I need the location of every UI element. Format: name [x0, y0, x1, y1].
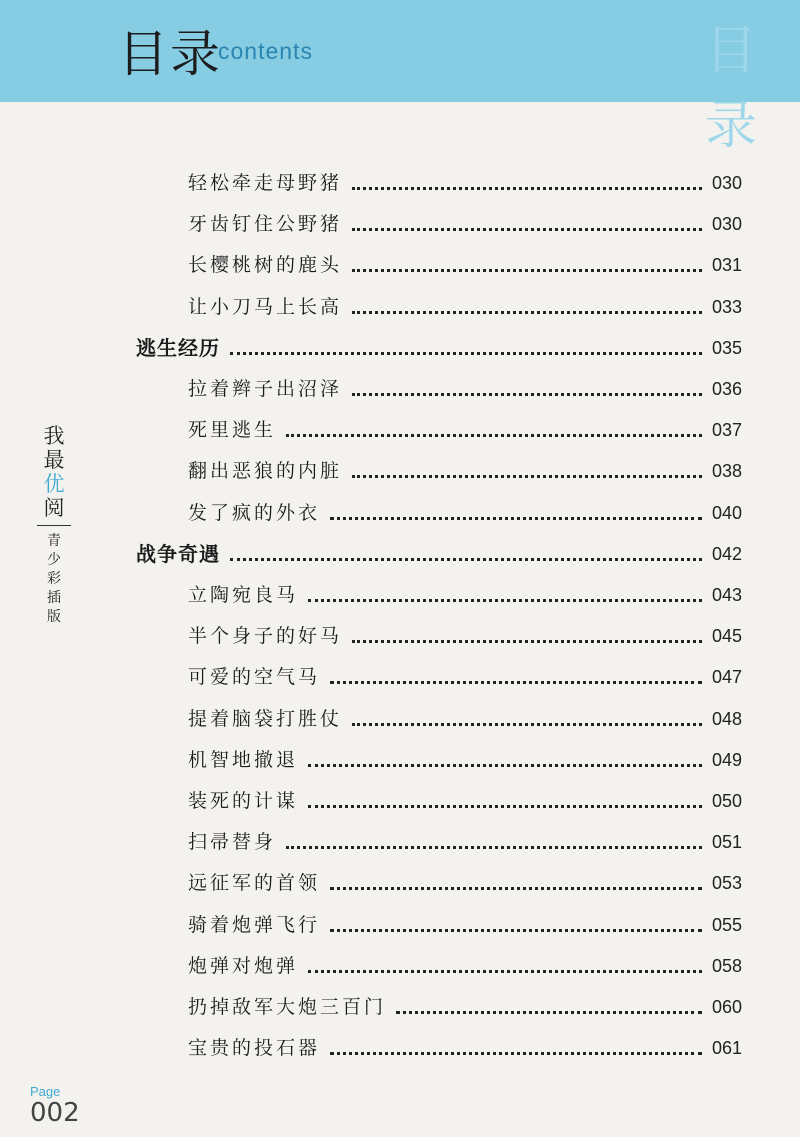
toc-entry-title: 轻松牵走母野猪	[188, 163, 348, 203]
toc-entry-page: 061	[712, 1038, 743, 1058]
toc-entry[interactable]	[0, 740, 800, 780]
toc-entry[interactable]	[0, 163, 800, 203]
toc-entry[interactable]	[0, 781, 800, 821]
edition-char: 青	[47, 533, 61, 549]
toc-leader-dots	[330, 929, 702, 932]
toc-entry-title: 战争奇遇	[136, 534, 226, 574]
toc-entry[interactable]	[0, 863, 800, 903]
toc-leader-dots	[330, 681, 702, 684]
toc-entry-page: 048	[712, 709, 743, 729]
toc-entry[interactable]	[0, 657, 800, 697]
toc-entry[interactable]	[0, 987, 800, 1027]
toc-entry-title: 装死的计谋	[188, 781, 304, 821]
toc-entry[interactable]	[0, 451, 800, 491]
toc-entry-title: 半个身子的好马	[188, 616, 348, 656]
toc-entry-title: 机智地撤退	[188, 740, 304, 780]
toc-leader-dots	[308, 599, 702, 602]
toc-entry-page: 042	[712, 544, 743, 564]
toc-leader-dots	[330, 887, 702, 890]
toc-leader-dots	[230, 352, 702, 355]
toc-entry-page: 035	[712, 338, 743, 358]
toc-entry-title: 远征军的首领	[188, 863, 326, 903]
series-char: 最	[43, 448, 65, 472]
toc-leader-dots	[286, 434, 702, 437]
page-subtitle: contents	[218, 38, 313, 64]
toc-section[interactable]	[0, 328, 800, 368]
toc-entry-title: 牙齿钉住公野猪	[188, 204, 348, 244]
toc-entry-title: 扔掉敌军大炮三百门	[188, 987, 392, 1027]
toc-entry-page: 050	[712, 791, 743, 811]
toc-leader-dots	[352, 311, 702, 314]
toc-entry-page: 040	[712, 503, 743, 523]
toc-entry[interactable]	[0, 616, 800, 656]
toc-entry-page: 045	[712, 626, 743, 646]
toc-leader-dots	[230, 558, 702, 561]
toc-entry[interactable]	[0, 369, 800, 409]
toc-leader-dots	[308, 764, 702, 767]
toc-entry-title: 可爱的空气马	[188, 657, 326, 697]
series-char: 我	[43, 424, 65, 448]
toc-section[interactable]	[0, 534, 800, 574]
toc-entry-title: 长樱桃树的鹿头	[188, 245, 348, 285]
toc-entry[interactable]	[0, 699, 800, 739]
toc-entry-title: 立陶宛良马	[188, 575, 304, 615]
toc-entry[interactable]	[0, 575, 800, 615]
header-band	[0, 0, 800, 156]
toc-entry-title: 拉着辫子出沼泽	[188, 369, 348, 409]
toc-leader-dots	[330, 1052, 702, 1055]
toc-leader-dots	[352, 475, 702, 478]
toc-entry-page: 058	[712, 956, 743, 976]
edition-char: 插	[47, 590, 61, 606]
toc-entry-title: 提着脑袋打胜仗	[188, 699, 348, 739]
toc-entry-page: 053	[712, 873, 743, 893]
toc-leader-dots	[352, 269, 702, 272]
toc-entry-title: 让小刀马上长高	[188, 287, 348, 327]
toc-leader-dots	[308, 805, 702, 808]
toc-entry-title: 炮弹对炮弹	[188, 946, 304, 986]
toc-entry-page: 049	[712, 750, 743, 770]
toc-leader-dots	[286, 846, 702, 849]
edition-char: 少	[47, 552, 61, 568]
toc-entry-page: 051	[712, 832, 743, 852]
toc-entry-title: 宝贵的投石器	[188, 1028, 326, 1068]
toc-entry[interactable]	[0, 493, 800, 533]
toc-entry-page: 047	[712, 667, 743, 687]
toc-entry-page: 060	[712, 997, 743, 1017]
toc-entry-page: 031	[712, 255, 743, 275]
toc-entry-page: 055	[712, 915, 743, 935]
toc-entry-page: 038	[712, 461, 743, 481]
edition-char: 版	[47, 609, 61, 625]
toc-leader-dots	[352, 393, 702, 396]
toc-entry-page: 030	[712, 214, 743, 234]
series-char-highlight: 优	[43, 472, 65, 496]
toc-entry-title: 翻出恶狼的内脏	[188, 451, 348, 491]
toc-entry-title: 扫帚替身	[188, 822, 282, 862]
toc-entry[interactable]	[0, 204, 800, 244]
toc-entry-title: 死里逃生	[188, 410, 282, 450]
header-ghost-title: 目录	[705, 21, 760, 156]
page-title: 目录	[118, 25, 222, 83]
toc-entry[interactable]	[0, 1028, 800, 1068]
page-label: Page	[30, 1084, 61, 1099]
toc-entry-page: 037	[712, 420, 743, 440]
toc-entry[interactable]	[0, 905, 800, 945]
toc-entry-page: 043	[712, 585, 743, 605]
toc-leader-dots	[330, 517, 702, 520]
toc-leader-dots	[396, 1011, 702, 1014]
toc-leader-dots	[352, 640, 702, 643]
toc-entry[interactable]	[0, 410, 800, 450]
toc-leader-dots	[352, 723, 702, 726]
series-char: 阅	[43, 496, 65, 520]
toc-entry-title: 逃生经历	[136, 328, 226, 368]
toc-entry[interactable]	[0, 287, 800, 327]
toc-leader-dots	[352, 187, 702, 190]
toc-leader-dots	[308, 970, 702, 973]
edition-char: 彩	[47, 571, 61, 587]
toc-entry-page: 033	[712, 297, 743, 317]
toc-entry-page: 036	[712, 379, 743, 399]
toc-leader-dots	[352, 228, 702, 231]
toc-entry[interactable]	[0, 245, 800, 285]
toc-entry-title: 骑着炮弹飞行	[188, 905, 326, 945]
toc-entry[interactable]	[0, 822, 800, 862]
toc-entry-page: 030	[712, 173, 743, 193]
toc-entry-title: 发了疯的外衣	[188, 493, 326, 533]
page-number: 002	[30, 1098, 80, 1128]
toc-entry[interactable]	[0, 946, 800, 986]
